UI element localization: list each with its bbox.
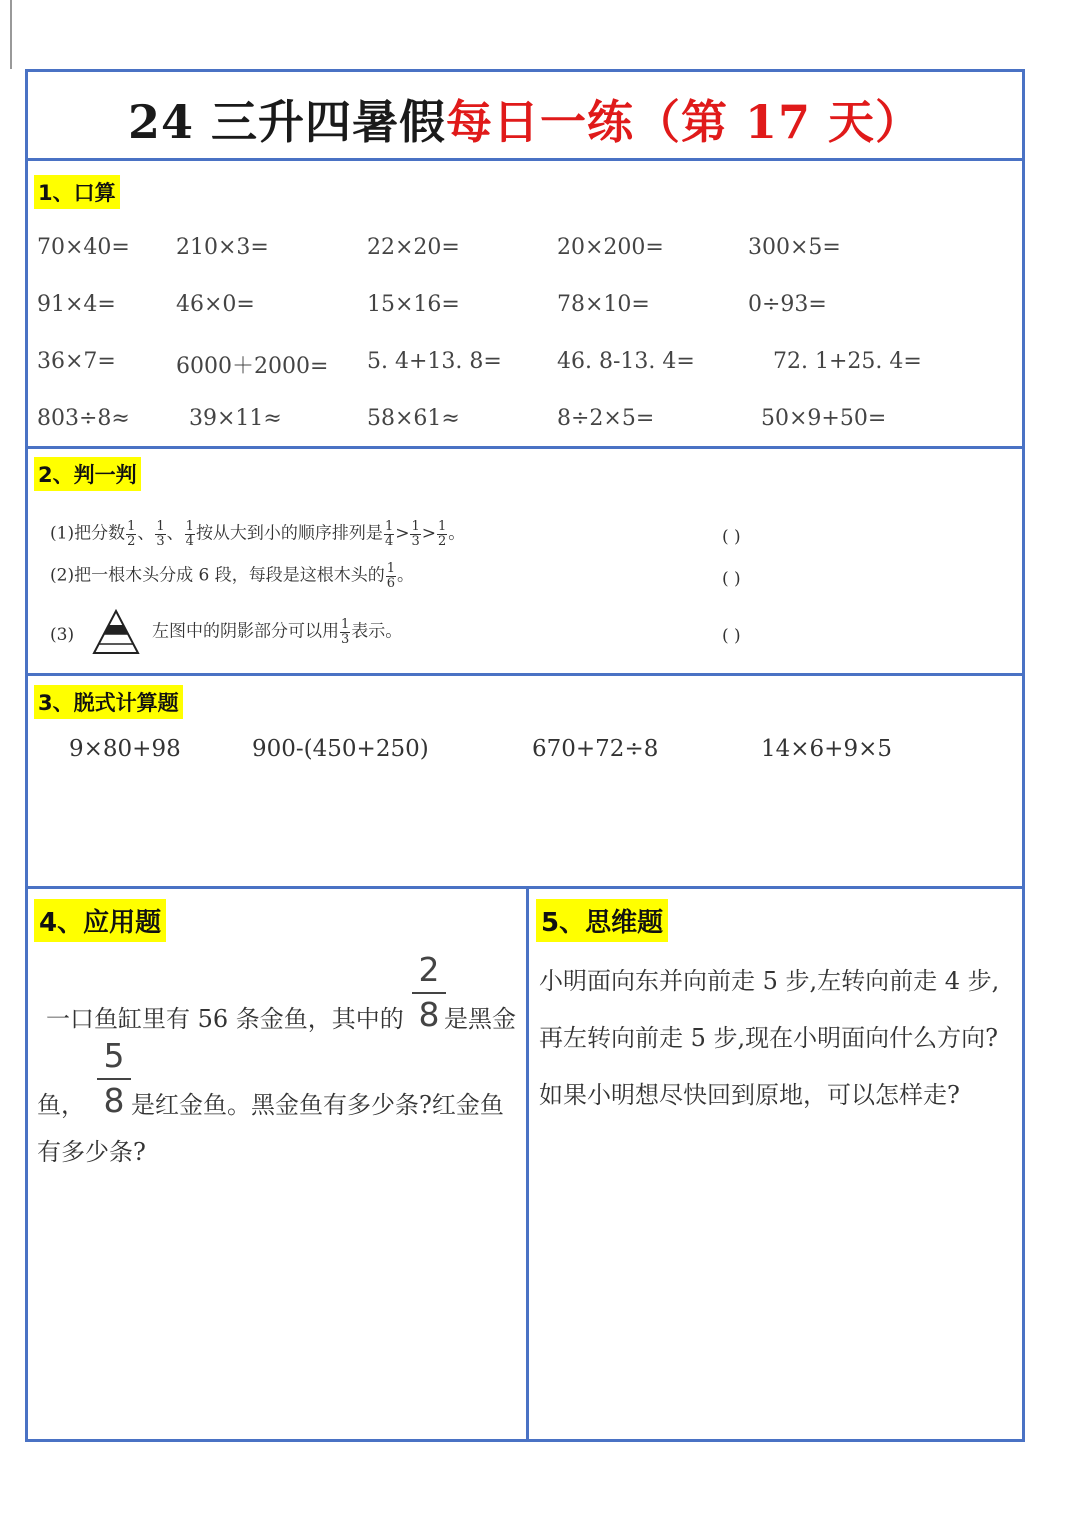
word-problem-line2-start: 鱼， (37, 1091, 85, 1119)
step-calc-item: 9×80+98 (69, 736, 181, 762)
fraction: $\frac{1}{2}$ (127, 519, 136, 549)
step-calc-item: 14×6+9×5 (761, 736, 892, 762)
section3-label: 3、脱式计算题 (34, 685, 183, 719)
mental-calc-item: 803÷8≈ (37, 406, 130, 431)
word-problem-line1-end: 是黑金 (444, 1005, 516, 1033)
step-calc-item: 670+72÷8 (532, 736, 659, 762)
thinking-problem-line: 再左转向前走 5 步,现在小明面向什么方向? (539, 1024, 999, 1052)
mental-calc-item: 72. 1+25. 4= (773, 349, 922, 374)
mental-calc-item: 210×3= (176, 235, 269, 260)
divider-title (28, 158, 1022, 161)
fraction: $\frac{1}{6}$ (386, 561, 395, 591)
mental-calc-item: 36×7= (37, 349, 116, 374)
section1-label: 1、口算 (34, 175, 120, 209)
word-problem-line2-end: 是红金鱼。黑金鱼有多少条?红金鱼 (131, 1091, 504, 1119)
mental-calc-item: 5. 4+13. 8= (367, 349, 502, 374)
title-black: 24 三升四暑假 (127, 95, 446, 149)
mental-calc-item: 6000＋2000= (176, 354, 329, 379)
mental-calc-item: 39×11≈ (189, 406, 282, 431)
worksheet (25, 69, 1025, 1442)
divider-section3 (28, 886, 1022, 889)
mental-calc-item: 70×40= (37, 235, 130, 260)
section2-label: 2、判一判 (34, 457, 141, 491)
divider-section1 (28, 446, 1022, 449)
fraction: $\frac{1}{4}$ (384, 519, 394, 549)
fraction: $\frac{1}{4}$ (185, 519, 194, 549)
fraction: $\frac{1}{3}$ (156, 519, 165, 549)
mental-calc-item: 46×0= (176, 292, 255, 317)
q1-prefix: (1)把分数 (50, 523, 126, 544)
fraction: $\frac{1}{3}$ (411, 519, 420, 549)
mental-calc-item: 0÷93= (748, 292, 827, 317)
judge-question-3-num: (3) (50, 625, 75, 645)
judge-question-3: 左图中的阴影部分可以用 $\frac{1}{3}$ 表示。 (152, 617, 403, 647)
page-edge-line (10, 0, 12, 69)
thinking-problem-line: 如果小明想尽快回到原地，可以怎样走? (539, 1081, 960, 1109)
mental-calc-item: 91×4= (37, 292, 116, 317)
q1-middle: 按从大到小的顺序排列是 (195, 523, 383, 544)
judge-question-1: (1)把分数 $\frac{1}{2}$ 、 $\frac{1}{3}$ 、 $\frac{1}{4}$ 按从大到小的顺序排列是 $\frac{1}{4}$ > $\frac{1}{3}$ > $\frac{1}{2}$ 。 (50, 519, 466, 549)
mental-calc-item: 300×5= (748, 235, 841, 260)
fraction-5-8: 5 8 (97, 1039, 131, 1117)
page-title (28, 86, 1022, 152)
fraction: $\frac{1}{3}$ (341, 617, 350, 647)
answer-paren-2[interactable]: ( ) (722, 569, 741, 589)
mental-calc-item: 46. 8-13. 4= (557, 349, 695, 374)
title-red: 每日一练（第 17 天） (445, 95, 923, 149)
step-calc-item: 900-(450+250) (252, 736, 429, 762)
section4-label: 4、应用题 (34, 899, 166, 942)
mental-calc-item: 20×200= (557, 235, 664, 260)
mental-calc-item: 22×20= (367, 235, 460, 260)
thinking-problem-line: 小明面向东并向前走 5 步,左转向前走 4 步, (539, 967, 1000, 995)
divider-vertical (526, 886, 529, 1442)
fraction: $\frac{1}{2}$ (438, 519, 447, 549)
mental-calc-item: 78×10= (557, 292, 650, 317)
answer-paren-3[interactable]: ( ) (722, 626, 741, 646)
mental-calc-item: 8÷2×5= (557, 406, 655, 431)
section5-label: 5、思维题 (536, 899, 668, 942)
judge-question-2: (2)把一根木头分成 6 段，每段是这根木头的 $\frac{1}{6}$ 。 (50, 561, 414, 591)
mental-calc-item: 50×9+50= (761, 406, 887, 431)
q2-prefix: (2)把一根木头分成 6 段，每段是这根木头的 (50, 565, 385, 586)
fraction-2-8: 2 8 (412, 953, 446, 1031)
answer-paren-1[interactable]: ( ) (722, 527, 741, 547)
word-problem-line1: 一口鱼缸里有 56 条金鱼，其中的 (46, 1005, 404, 1033)
mental-calc-item: 58×61≈ (367, 406, 460, 431)
word-problem-line3: 有多少条? (37, 1138, 146, 1166)
q3-prefix: 左图中的阴影部分可以用 (152, 621, 339, 642)
divider-section2 (28, 673, 1022, 676)
shaded-triangle-icon (92, 609, 140, 655)
mental-calc-item: 15×16= (367, 292, 460, 317)
